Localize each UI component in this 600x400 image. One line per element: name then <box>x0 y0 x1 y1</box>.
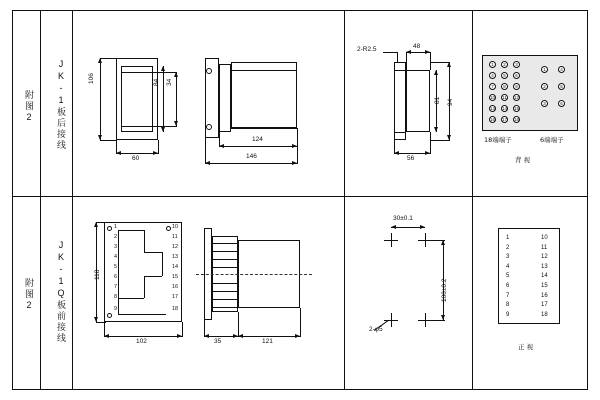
side-view-detail-row1 <box>231 70 297 71</box>
fig-label-row1: 附图2 <box>24 90 34 124</box>
ext-line-94-b <box>430 140 450 141</box>
terminal-dot[interactable]: 14 <box>502 106 508 111</box>
terminal-dot[interactable]: 7 <box>489 83 496 90</box>
terminal-dot[interactable]: 10 <box>490 95 496 100</box>
terminal-dot[interactable]: 5 <box>501 72 508 79</box>
pin-line <box>212 291 238 292</box>
pin-line <box>212 259 238 260</box>
dim-text-35: 35 <box>214 338 222 345</box>
front-step-h5-row2 <box>118 314 166 315</box>
dim-line-34 <box>176 72 177 126</box>
mount-hole-tl-row2 <box>107 226 112 231</box>
terminal-number-column-right: 10 11 12 13 14 15 16 17 18 <box>541 235 548 318</box>
column-rule-3 <box>344 10 345 390</box>
ext-line-124-r <box>297 128 298 147</box>
side-view-body-row1 <box>231 62 297 128</box>
ext-line-100-t <box>425 240 445 241</box>
ext-line-56-l <box>394 140 395 154</box>
dim-text-60: 60 <box>132 155 140 162</box>
dim-line-106 <box>100 58 101 140</box>
model-label-row1: JK-1板后接线 <box>56 59 66 151</box>
leader-radius-row1 <box>383 52 397 53</box>
pin-line <box>212 307 238 308</box>
ext-line-60-r <box>158 140 159 154</box>
terminal-dot[interactable]: 3 <box>541 100 548 107</box>
ext-line-102-l <box>104 322 105 337</box>
dim-line-146 <box>205 163 297 164</box>
cutout-flange-row1 <box>394 62 406 140</box>
dim-text-102: 102 <box>136 338 147 345</box>
front-view-detail-line2-row1 <box>121 126 153 127</box>
side-view-stud-top-row1 <box>206 68 212 74</box>
ext-line-56-r <box>430 132 431 154</box>
ext-line-35-l <box>204 320 205 337</box>
front-step-v1-row2 <box>118 230 119 314</box>
dim-text-94: 94 <box>447 98 454 106</box>
side-view-neck-row1 <box>219 64 231 132</box>
pin-label: 12 <box>172 244 179 250</box>
side-view-base-row1 <box>231 128 297 129</box>
mount-hole-bl-row2 <box>107 313 112 318</box>
terminal-dot[interactable]: 12 <box>514 95 520 100</box>
fig-label-row2: 附图2 <box>24 278 34 312</box>
pin-line <box>212 299 238 300</box>
hole-cross-v-tl <box>391 233 392 247</box>
dim-text-106: 106 <box>88 73 95 84</box>
terminal-dot[interactable]: 4 <box>489 72 496 79</box>
dim-text-118: 118 <box>94 269 101 280</box>
terminal-dot[interactable]: 5 <box>558 83 565 90</box>
pin-label: 16 <box>172 284 179 290</box>
dim-text-84: 84 <box>153 78 160 86</box>
front-step-v2-row2 <box>144 230 145 252</box>
pin-label: 5 <box>114 264 118 270</box>
ext-line-146-l <box>205 138 206 164</box>
column-rule-1 <box>40 10 41 390</box>
front-step-h1-row2 <box>118 230 144 231</box>
front-view-detail-line-row1 <box>121 72 153 73</box>
dim-line-60 <box>116 153 158 154</box>
dim-line-121 <box>238 336 300 337</box>
dim-text-holes: 2-φ5 <box>369 326 383 333</box>
dim-line-102 <box>104 336 182 337</box>
pin-label: 18 <box>172 306 179 312</box>
cutout-detail-1-row1 <box>394 70 406 71</box>
ext-line-34-top <box>153 72 177 73</box>
side-view-stud-bottom-row1 <box>206 124 212 130</box>
pin-label: 14 <box>172 264 179 270</box>
terminal-caption-right-row1: 6端端子 <box>540 136 564 144</box>
ext-line-94-t <box>430 62 450 63</box>
note-radius-row1: 2-R2.5 <box>357 46 377 53</box>
centre-line-row2 <box>196 274 312 275</box>
terminal-dot[interactable]: 4 <box>558 66 565 73</box>
cutout-detail-2-row1 <box>394 132 406 133</box>
pin-label: 15 <box>172 274 179 280</box>
terminal-dot[interactable]: 2 <box>501 61 508 68</box>
ext-line-100-b <box>425 320 445 321</box>
dim-text-34: 34 <box>166 78 173 86</box>
front-view-body-row1 <box>121 66 153 132</box>
dim-text-100: 100±0.2 <box>441 278 448 302</box>
front-step-h3-row2 <box>144 276 162 277</box>
terminal-dot[interactable]: 3 <box>513 61 520 68</box>
model-label-row2: JK-1Q板前接线 <box>56 240 66 344</box>
terminal-caption-bottom-row2: 正 视 <box>518 343 534 351</box>
cutout-body-row1 <box>406 70 430 132</box>
dim-line-124 <box>219 146 297 147</box>
ext-line-102-r <box>182 322 183 337</box>
pin-label: 9 <box>114 306 118 312</box>
front-step-v4-row2 <box>144 276 145 298</box>
dim-text-121: 121 <box>262 338 273 345</box>
dim-text-30: 30±0.1 <box>393 215 413 222</box>
terminal-dot[interactable]: 2 <box>541 83 548 90</box>
pin-label: 6 <box>114 274 118 280</box>
front-step-h4-row2 <box>118 298 144 299</box>
dim-text-56: 56 <box>407 155 415 162</box>
dim-text-81: 81 <box>434 96 441 104</box>
dim-line-84 <box>163 66 164 132</box>
pin-label: 1 <box>114 224 118 230</box>
terminal-number-column-left: 1 2 3 4 5 6 7 8 9 <box>506 235 510 318</box>
terminal-dot[interactable]: 1 <box>541 66 548 73</box>
terminal-dot[interactable]: 1 <box>489 61 496 68</box>
pin-line <box>212 251 238 252</box>
ext-line-48-l <box>406 52 407 70</box>
terminal-dot[interactable]: 18 <box>514 117 520 122</box>
terminal-dot[interactable]: 15 <box>514 106 520 111</box>
mount-hole-tr-row2 <box>166 226 171 231</box>
terminal-dot[interactable]: 6 <box>558 100 565 107</box>
pin-label: 17 <box>172 294 179 300</box>
terminal-caption-bottom-row1: 背 视 <box>515 156 531 164</box>
dim-text-146: 146 <box>246 153 257 160</box>
pin-line <box>212 243 238 244</box>
column-rule-2 <box>72 10 73 390</box>
terminal-dot[interactable]: 8 <box>501 83 508 90</box>
leader-radius-v-row1 <box>397 52 398 63</box>
terminal-dot[interactable]: 6 <box>513 72 520 79</box>
ext-line-106-top <box>100 58 116 59</box>
front-step-v3-row2 <box>162 252 163 276</box>
terminal-dot[interactable]: 11 <box>502 95 507 100</box>
terminal-caption-left-row1: 18端端子 <box>484 136 512 144</box>
row-rule-1 <box>12 196 588 197</box>
pin-label: 13 <box>172 254 179 260</box>
hole-cross-v-bl <box>391 313 392 327</box>
terminal-dot[interactable]: 13 <box>490 106 496 111</box>
ext-line-106-bot <box>100 140 116 141</box>
ext-line-48-r <box>430 52 431 70</box>
pin-label: 7 <box>114 284 118 290</box>
terminal-dot[interactable]: 9 <box>513 83 520 90</box>
front-step-h2-row2 <box>144 252 162 253</box>
pin-label: 11 <box>172 234 178 240</box>
pin-line <box>212 267 238 268</box>
pin-label: 2 <box>114 234 118 240</box>
terminal-dot[interactable]: 16 <box>490 117 496 122</box>
ext-line-34-bot <box>153 126 177 127</box>
pin-label: 8 <box>114 294 118 300</box>
column-rule-4 <box>472 10 473 390</box>
pin-line <box>212 283 238 284</box>
dim-text-124: 124 <box>252 136 263 143</box>
pin-label: 10 <box>172 224 179 230</box>
dim-text-48: 48 <box>413 43 421 50</box>
ext-line-121-r <box>300 308 301 337</box>
ext-line-146-r <box>297 146 298 164</box>
pin-label: 3 <box>114 244 118 250</box>
ext-line-124-l <box>219 132 220 147</box>
terminal-dot[interactable]: 17 <box>502 117 508 122</box>
ext-line-118-t <box>96 222 106 223</box>
pin-label: 4 <box>114 254 118 260</box>
ext-line-60-l <box>116 140 117 154</box>
